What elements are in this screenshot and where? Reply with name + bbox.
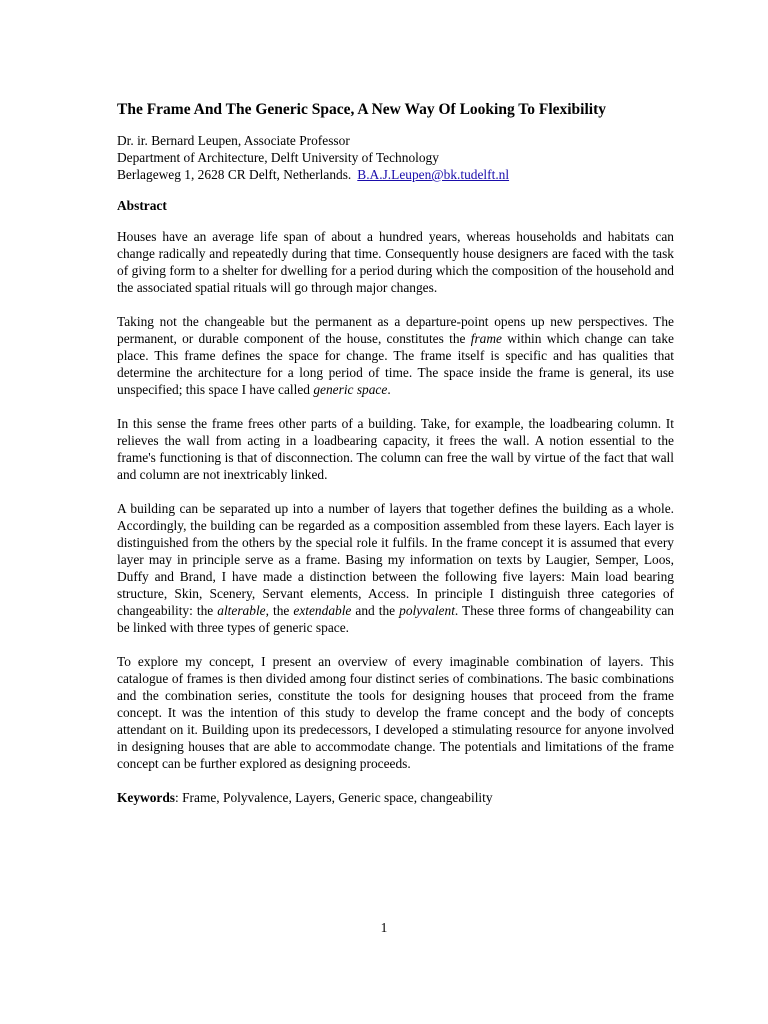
paragraph-2-text-c: . — [387, 382, 391, 397]
paragraph-2-text-a: Taking not the changeable but the permanent as a departure-point opens up new perspectives. The permanent, or durable component of the house, constitutes the — [117, 314, 674, 346]
paragraph-2-frame-term: frame — [470, 331, 502, 346]
paragraph-4-text-d: . These three forms of changeability can be linked with three types of generic space. — [117, 603, 674, 635]
abstract-heading: Abstract — [117, 198, 167, 213]
author-name: Dr. ir. Bernard Leupen, Associate Professor — [117, 133, 350, 148]
paragraph-4-extendable-term: extendable — [293, 603, 352, 618]
paragraph-4-text-c: and the — [351, 603, 400, 618]
paragraph-2 — [117, 313, 674, 398]
paragraph-1: Houses have an average life span of about a hundred years, whereas households and habitats can change radically and repeatedly during that time. Consequently house designers are faced with the task of giving form to a shelter for dwelling for a period during which the composition of the household and the associated spatial rituals will go through major changes. — [117, 229, 674, 295]
author-block — [117, 132, 674, 183]
author-address — [117, 166, 674, 183]
paragraph-5: To explore my concept, I present an overview of every imaginable combination of layers. This catalogue of frames is then divided among four distinct series of combinations. The basic combinations and the combination series, constitute the tools for designing houses that proceed from the frame concept. It was the intention of this study to develop the frame concept and the body of concepts attendant on it. Building upon its predecessors, I developed a stimulating resource for anyone involved in designing houses that are able to accommodate change. The potentials and limitations of the frame concept can be further explored as designing proceeds. — [117, 654, 674, 771]
paragraph-3: In this sense the frame frees other parts of a building. Take, for example, the loadbearing column. It relieves the wall from acting in a loadbearing capacity, it frees the wall. A notion essential to the frame's functioning is that of disconnection. The column can free the wall by virtue of the fact that wall and column are not inextricably linked. — [117, 416, 674, 482]
paragraph-4-text-b: , the — [265, 603, 294, 618]
paragraph-4-text-a: A building can be separated up into a number of layers that together defines the building as a whole. Accordingly, the building can be regarded as a composition assembled from these layers. Each layer is distinguished from the others by the special role it fulfils. In the frame concept it is assumed that every layer may in principle serve as a frame. Basing my information on texts by Laugier, Semper, Loos, Duffy and Brand, I have made a distinction between the following five layers: Main load bearing structure, Skin, Scenery, Servant elements, Access. In principle I distinguish three categories of changeability: the — [117, 501, 674, 618]
paragraph-2-generic-term: generic space — [313, 382, 388, 397]
keywords-label: Keywords — [117, 790, 176, 805]
author-address-text: Berlageweg 1, 2628 CR Delft, Netherlands. — [117, 167, 352, 182]
keywords-text: : Frame, Polyvalence, Layers, Generic space, changeability — [175, 790, 493, 805]
author-department: Department of Architecture, Delft University of Technology — [117, 150, 439, 165]
paragraph-4-alterable-term: alterable — [217, 603, 266, 618]
page-number: 1 — [380, 920, 388, 935]
paragraph-4 — [117, 500, 674, 636]
paragraph-2-text-b: within which change can take place. This frame defines the space for change. The frame itself is specific and has qualities that determine the architecture for a long period of time. The space inside the frame is general, its use unspecified; this space I have called — [117, 331, 674, 397]
author-email-link[interactable]: B.A.J.Leupen@bk.tudelft.nl — [357, 167, 510, 182]
paragraph-4-polyvalent-term: polyvalent — [399, 603, 455, 618]
document-title: The Frame And The Generic Space, A New Way Of Looking To Flexibility — [117, 101, 607, 118]
document-page — [117, 100, 674, 806]
keywords-line — [117, 789, 674, 806]
